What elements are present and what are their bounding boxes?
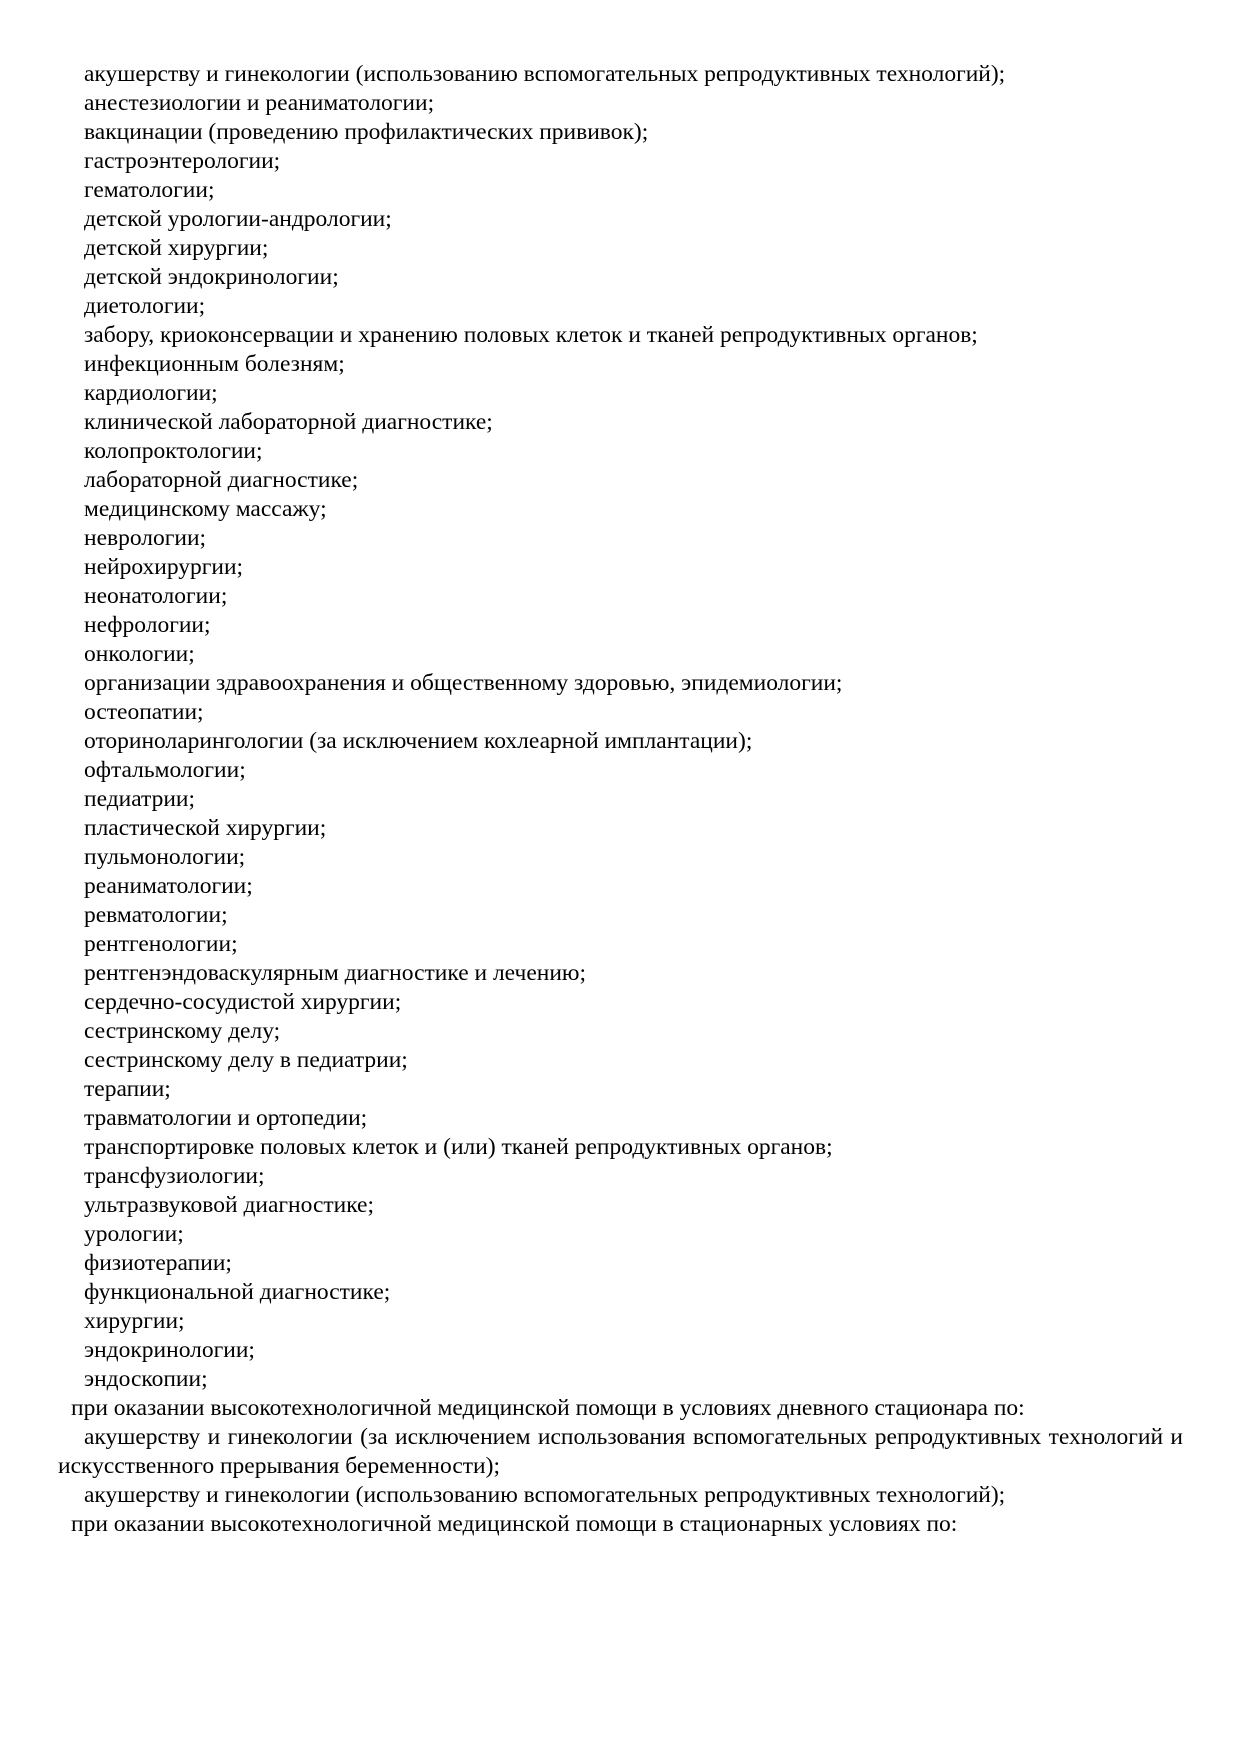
list-item: пульмонологии; [84,844,246,870]
list-item: травматологии и ортопедии; [84,1105,368,1131]
list-item: физиотерапии; [84,1250,232,1276]
list-item: гематологии; [84,177,215,203]
list-item: сердечно-сосудистой хирургии; [84,989,402,1015]
list-item: педиатрии; [84,786,196,812]
list-item: нефрологии; [84,612,211,638]
list-item: ревматологии; [84,902,228,928]
list-item: анестезиологии и реаниматологии; [84,90,435,116]
list-item: остеопатии; [84,699,204,725]
list-item: вакцинации (проведению профилактических прививок); [84,119,649,145]
list-item: детской хирургии; [84,235,269,261]
list-item: рентгенэндоваскулярным диагностике и лечению; [84,960,587,986]
list-item: акушерству и гинекологии (за исключением использования вспомогательных репродуктивных технологий и искусственного прерывания беременности); [58,1424,1183,1479]
list-item: урологии; [84,1221,184,1247]
list-item: клинической лабораторной диагностике; [84,409,493,435]
list-item: эндоскопии; [84,1366,208,1392]
services-list [58,60,1183,1394]
list-item: сестринскому делу в педиатрии; [84,1047,408,1073]
list-item: хирургии; [84,1308,185,1334]
list-item: ультразвуковой диагностике; [84,1192,375,1218]
list-item: неврологии; [84,525,207,551]
list-item: детской эндокринологии; [84,264,339,290]
section-heading-inpatient: при оказании высокотехнологичной медицинской помощи в стационарных условиях по: [71,1511,958,1537]
list-item: инфекционным болезням; [84,351,345,377]
document-body [58,60,1183,1539]
list-item: акушерству и гинекологии (использованию вспомогательных репродуктивных технологий); [84,61,1006,87]
list-item: акушерству и гинекологии (использованию вспомогательных репродуктивных технологий); [84,1482,1006,1508]
section-heading-day-hospital: при оказании высокотехнологичной медицинской помощи в условиях дневного стационара по: [71,1395,1025,1421]
list-item: терапии; [84,1076,171,1102]
list-item: диетологии; [84,293,206,319]
list-item: колопроктологии; [84,438,263,464]
list-item: кардиологии; [84,380,218,406]
list-item: лабораторной диагностике; [84,467,359,493]
list-item: детской урологии-андрологии; [84,206,392,232]
list-item: реаниматологии; [84,873,253,899]
list-item: забору, криоконсервации и хранению половых клеток и тканей репродуктивных органов; [84,322,978,348]
list-item: сестринскому делу; [84,1018,281,1044]
list-item: нейрохирургии; [84,554,244,580]
list-item: онкологии; [84,641,195,667]
list-item: эндокринологии; [84,1337,255,1363]
list-item: рентгенологии; [84,931,238,957]
list-item: медицинскому массажу; [84,496,327,522]
list-item: транспортировке половых клеток и (или) тканей репродуктивных органов; [84,1134,833,1160]
list-item: функциональной диагностике; [84,1279,391,1305]
list-item: неонатологии; [84,583,228,609]
list-item: офтальмологии; [84,757,246,783]
list-item: пластической хирургии; [84,815,327,841]
list-item: гастроэнтерологии; [84,148,281,174]
list-item: оториноларингологии (за исключением кохлеарной имплантации); [84,728,753,754]
list-item: организации здравоохранения и общественному здоровью, эпидемиологии; [84,670,843,696]
list-item: трансфузиологии; [84,1163,265,1189]
